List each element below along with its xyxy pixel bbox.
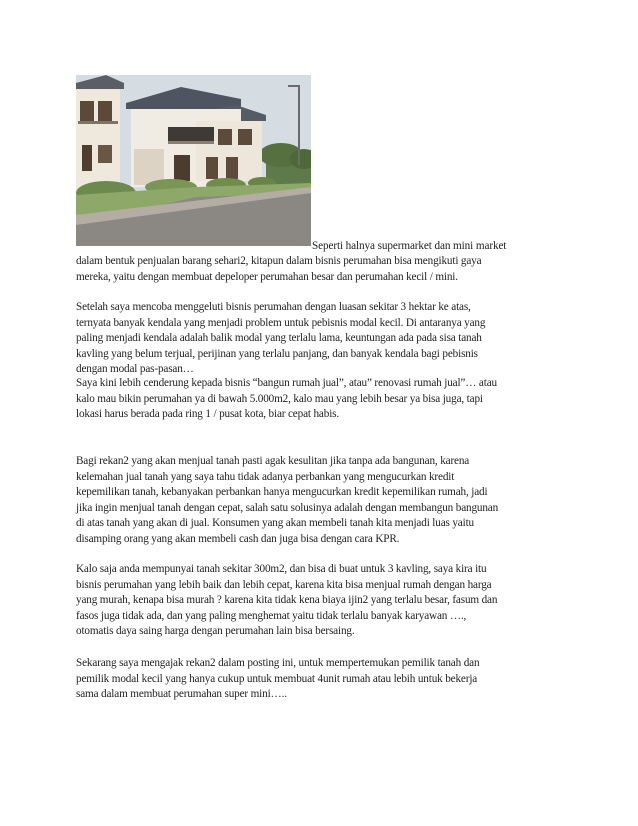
paragraph-line: ternyata banyak kendala yang menjadi problem untuk pebisnis modal kecil. Di antaranya yang <box>76 316 486 329</box>
paragraph-line: jika ingin menjual tanah dengan cepat, salah satu solusinya adalah dengan membangun bangunan <box>76 501 499 514</box>
paragraph-4 <box>76 454 576 547</box>
paragraph-line: Kalo saja anda mempunyai tanah sekitar 300m2, dan bisa di buat untuk 3 kavling, saya kira itu <box>76 563 487 575</box>
paragraph-line: Saya kini lebih cenderung kepada bisnis “bangun rumah jual”, atau” renovasi rumah jual”… atau <box>76 377 497 389</box>
paragraph-line: dengan modal pas-pasan… <box>76 363 194 375</box>
paragraph-6 <box>76 656 576 703</box>
paragraph-line: Setelah saya mencoba menggeluti bisnis perumahan dengan luasan sekitar 3 hektar ke atas, <box>76 301 471 313</box>
paragraph-line: sama dalam membuat perumahan super mini….. <box>76 688 287 700</box>
paragraph-line: bisnis perumahan yang lebih baik dan lebih cepat, karena kita bisa menjual rumah dengan harga <box>76 578 492 591</box>
paragraph-line: kalo mau bikin perumahan ya di bawah 5.000m2, kalo mau yang lebih besar ya bisa juga, tapi <box>76 392 483 405</box>
paragraph-line: disamping orang yang akan membeli cash dan juga bisa dengan cara KPR. <box>76 532 400 545</box>
paragraph-2 <box>76 300 576 378</box>
paragraph-1-line-1: Seperti halnya supermarket dan mini market <box>312 240 507 252</box>
paragraph-line: dalam bentuk penjualan barang sehari2, kitapun dalam bisnis perumahan bisa mengikuti gaya <box>76 255 482 267</box>
paragraph-line: Bagi rekan2 yang akan menjual tanah pasti agak kesulitan jika tanpa ada bangunan, karena <box>76 455 470 467</box>
paragraph-line: yang murah, kenapa bisa murah ? karena kita tidak kena biaya ijin2 yang terlalu besar, fasum dan <box>76 594 498 606</box>
paragraph-line: kepemilikan tanah, kebanyakan perbankan hanya mengucurkan kredit kepemilikan rumah, jadi <box>76 486 488 498</box>
paragraph-3 <box>76 376 576 423</box>
paragraph-line: di atas tanah yang akan di jual. Konsumen yang akan membeli tanah kita menjadi luas yaitu <box>76 517 474 529</box>
paragraph-line: paling menjadi kendala adalah balik modal yang terlalu lama, keuntungan ada pada sisa tanah <box>76 332 482 344</box>
paragraph-line: Sekarang saya mengajak rekan2 dalam posting ini, untuk mempertemukan pemilik tanah dan <box>76 657 480 669</box>
paragraph-line: lokasi harus berada pada ring 1 / pusat kota, biar cepat habis. <box>76 408 339 420</box>
paragraph-1 <box>76 254 576 285</box>
paragraph-line: pemilik modal kecil yang hanya cukup untuk membuat 4unit rumah atau lebih untuk bekerja <box>76 672 478 685</box>
paragraph-line: otomatis daya saing harga dengan perumahan lain bisa bersaing. <box>76 625 355 637</box>
paragraph-line: kavling yang belum terjual, perijinan yang terlalu panjang, dan banyak kendala bagi pebisnis <box>76 347 478 360</box>
paragraph-line: kelemahan jual tanah yang saya tahu tidak adanya perbankan yang mengucurkan kredit <box>76 470 455 483</box>
paragraph-line: mereka, yaitu dengan membuat depeloper perumahan besar dan perumahan kecil / mini. <box>76 270 458 283</box>
paragraph-line: fasos juga tidak ada, dan yang paling menghemat yaitu tidak terlalu banyak karyawan …., <box>76 609 467 622</box>
house-photo <box>76 75 311 246</box>
paragraph-5 <box>76 562 576 640</box>
